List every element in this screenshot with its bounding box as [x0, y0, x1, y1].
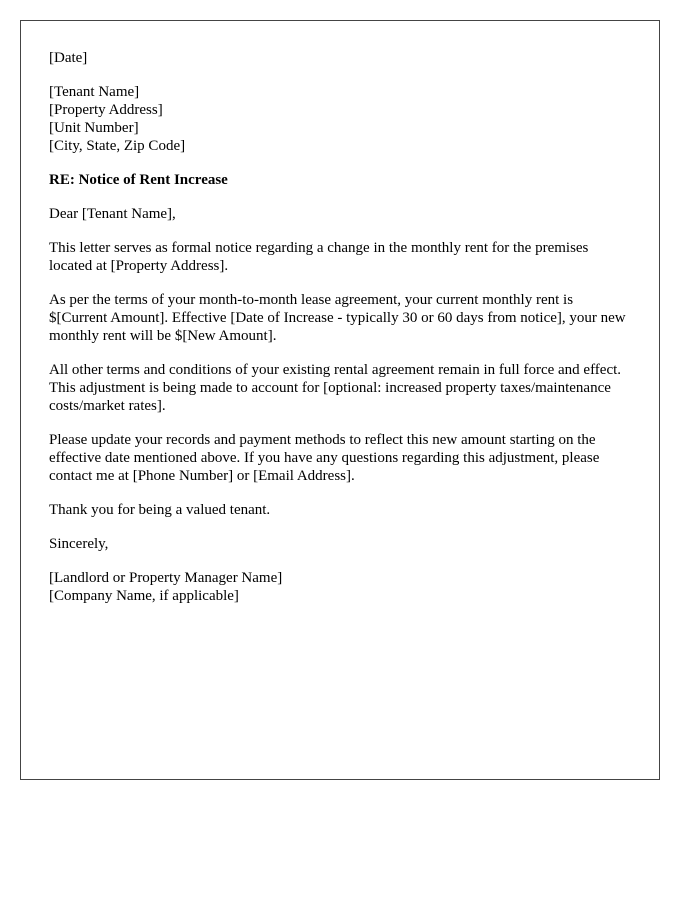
letter-salutation: Dear [Tenant Name], [49, 206, 176, 222]
letter-closing: Sincerely, [49, 536, 109, 552]
body-paragraph-notice: This letter serves as formal notice regarding a change in the monthly rent for the premises located at [Property Address]. [49, 240, 589, 274]
signature-company: [Company Name, if applicable] [49, 588, 239, 604]
letter-subject: RE: Notice of Rent Increase [49, 172, 228, 188]
letter-date-block [49, 49, 631, 67]
body-paragraph-thanks: Thank you for being a valued tenant. [49, 502, 271, 518]
recipient-city: [City, State, Zip Code] [49, 138, 186, 154]
recipient-unit: [Unit Number] [49, 120, 139, 136]
body-paragraph-terms: All other terms and conditions of your existing rental agreement remain in full force and effect. This adjustment is being made to account for [optional: increased property taxes/maintenance costs/market rates]. [49, 362, 622, 414]
body-paragraph-contact: Please update your records and payment methods to reflect this new amount starting on the effective date mentioned above. If you have any questions regarding this adjustment, please contact me at [Phone Number] or [Email Address]. [49, 432, 600, 484]
recipient-name: [Tenant Name] [49, 84, 140, 100]
recipient-address: [Property Address] [49, 102, 163, 118]
letter-date: [Date] [49, 50, 88, 66]
signature-name: [Landlord or Property Manager Name] [49, 570, 283, 586]
recipient-address-block [49, 83, 631, 155]
body-paragraph-amounts: As per the terms of your month-to-month lease agreement, your current monthly rent is $[Current Amount]. Effective [Date of Increase - typically 30 or 60 days from notice], your new monthly rent will be $[New Amount]. [49, 292, 626, 344]
signature-block [49, 569, 631, 605]
letter-document [20, 20, 660, 780]
